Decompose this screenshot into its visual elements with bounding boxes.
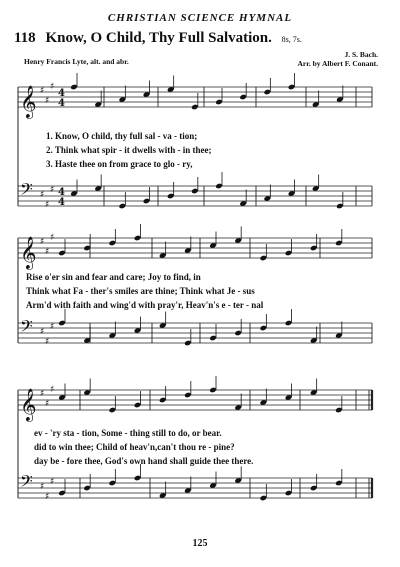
sharp-icon: ♯ <box>45 399 50 409</box>
sharp-icon: ♯ <box>45 247 50 257</box>
lyric-line: Think what Fa - ther's smiles are thine; Think what Je - sus <box>26 286 255 296</box>
time-signature-icon: 4 <box>58 98 65 109</box>
sharp-icon: ♯ <box>45 492 50 502</box>
hymn-title: Know, O Child, Thy Full Salvation. <box>45 30 272 46</box>
lyric-line: ev - 'ry sta - tion, Some - thing still to do, or bear. <box>34 428 222 438</box>
sharp-icon: ♯ <box>40 327 45 337</box>
sharp-icon: ♯ <box>50 233 55 243</box>
treble-clef-icon: 𝄞 <box>20 236 37 269</box>
bass-clef-icon: 𝄢 <box>20 316 33 340</box>
lyric-line: 1. Know, O child, thy full sal - va - tion; <box>46 131 198 141</box>
lyric-line: Arm'd with faith and wing'd with pray'r, Heav'n's e - ter - nal <box>26 300 264 310</box>
hymn-meter: 8s, 7s. <box>281 35 302 44</box>
treble-clef-icon: 𝄞 <box>20 85 37 118</box>
hymn-number: 118 <box>14 30 36 46</box>
bass-clef-icon: 𝄢 <box>20 179 33 203</box>
sharp-icon: ♯ <box>40 190 45 200</box>
sharp-icon: ♯ <box>45 200 50 210</box>
page-number: 125 <box>192 538 208 549</box>
sharp-icon: ♯ <box>45 96 50 106</box>
lyric-line: day be - fore thee, God's own hand shall guide thee there. <box>34 456 254 466</box>
sharp-icon: ♯ <box>40 389 45 399</box>
bass-clef-icon: 𝄢 <box>20 471 33 495</box>
sharp-icon: ♯ <box>45 337 50 347</box>
sharp-icon: ♯ <box>40 237 45 247</box>
time-signature-icon: 4 <box>58 197 65 208</box>
sharp-icon: ♯ <box>40 482 45 492</box>
lyric-line: 2. Think what spir - it dwells with - in thee; <box>46 145 212 155</box>
sharp-icon: ♯ <box>50 477 55 487</box>
words-credit: Henry Francis Lyte, alt. and abr. <box>24 57 129 66</box>
sharp-icon: ♯ <box>50 82 55 92</box>
sharp-icon: ♯ <box>50 385 55 395</box>
sharp-icon: ♯ <box>40 86 45 96</box>
lyric-line: 3. Haste thee on from grace to glo - ry, <box>46 159 193 169</box>
sharp-icon: ♯ <box>50 322 55 332</box>
arranger-credit: Arr. by Albert F. Conant. <box>297 59 378 68</box>
lyric-line: Rise o'er sin and fear and care; Joy to find, in <box>26 272 201 282</box>
time-signature-icon: 4 <box>58 187 65 198</box>
lyric-line: did to win thee; Child of heav'n,can't thou re - pine? <box>34 442 235 452</box>
running-head: CHRISTIAN SCIENCE HYMNAL <box>107 12 293 24</box>
sharp-icon: ♯ <box>50 185 55 195</box>
tune-credit: J. S. Bach. <box>344 50 378 59</box>
treble-clef-icon: 𝄞 <box>20 388 37 421</box>
time-signature-icon: 4 <box>58 88 65 99</box>
